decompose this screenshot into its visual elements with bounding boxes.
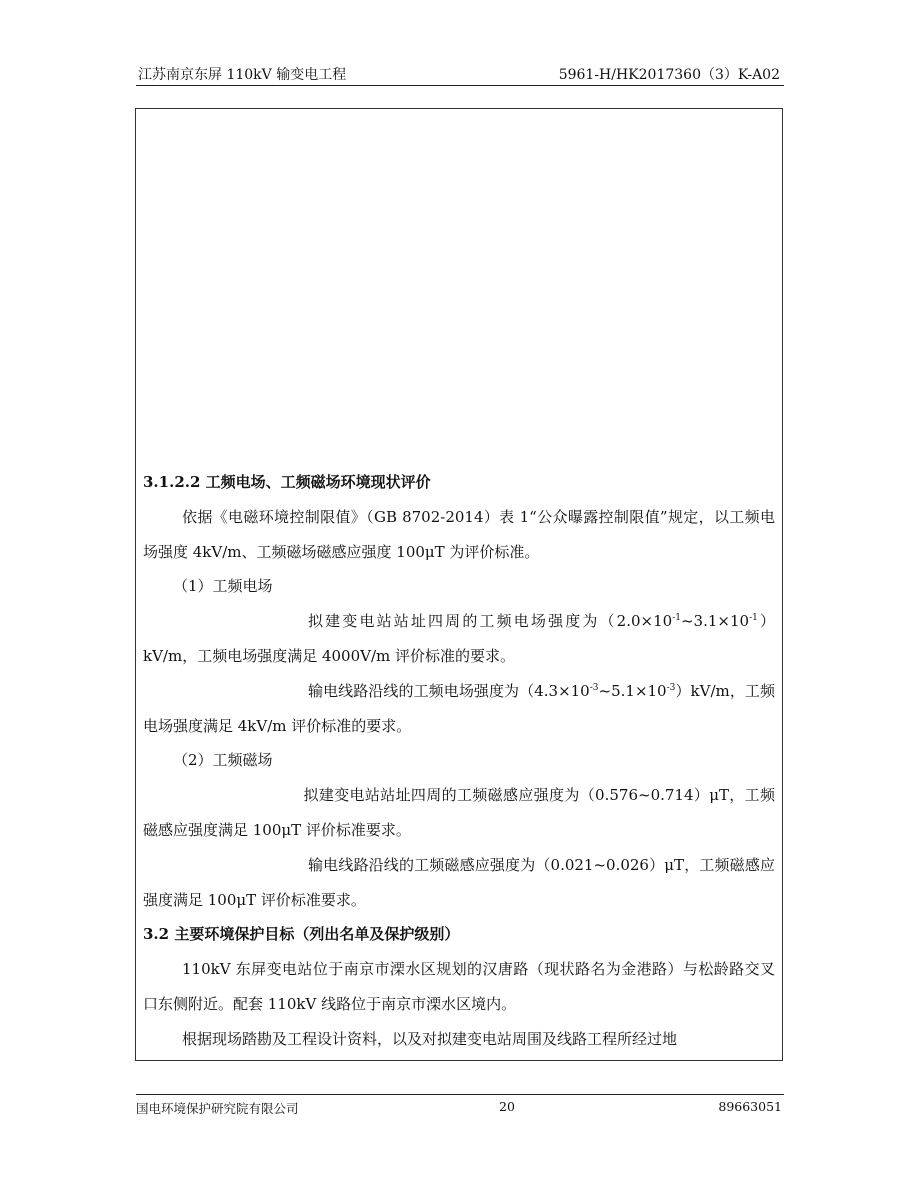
document-body [143,465,775,1057]
paragraph-substation-magnetic: 拟建变电站站址四周的工频磁感应强度为（0.576~0.714）μT，工频磁感应强度满足 100μT 评价标准要求。 [143,786,775,839]
footer-rule [136,1094,784,1095]
page-footer [136,1099,784,1117]
section-heading-32: 3.2 主要环境保护目标（列出名单及保护级别） [143,925,460,944]
header-rule [136,85,784,86]
header-doc-number: 5961-H/HK2017360（3）K-A02 [558,67,780,83]
footer-organization: 国电环境保护研究院有限公司 [136,1101,299,1116]
footer-phone: 89663051 [718,1099,782,1114]
header-title: 江苏南京东屏 110kV 输变电工程 [138,67,347,83]
paragraph-line-magnetic: 输电线路沿线的工频磁感应强度为（0.021~0.026）μT，工频磁感应强度满足 100μT 评价标准要求。 [143,855,775,909]
section-heading-3122: 3.1.2.2 工频电场、工频磁场环境现状评价 [143,473,431,491]
paragraph-standard: 依据《电磁环境控制限值》（GB 8702-2014）表 1“公众曝露控制限值”规定，以工频电场强度 4kV/m、工频磁场磁感应强度 100μT 为评价标准。 [143,507,775,561]
subheading-magnetic-field: （2）工频磁场 [173,751,273,770]
paragraph-substation-electric: 拟建变电站站址四周的工频电场强度为$(2.0\times 10^{-1}\sim 3.1\times 10^{-1})kV/m$，工频电场强度满足 4000V/m 评价标准的要求。 [143,612,775,665]
subheading-electric-field: （1）工频电场 [173,577,273,596]
paragraph-line-electric: 输电线路沿线的工频电场强度为$(4.3\times 10^{-3}\sim 5.1\times 10^{-3})kV/m$，工频电场强度满足 4kV/m 评价标准的要求。 [143,681,775,735]
paragraph-location: 110kV 东屏变电站位于南京市溧水区规划的汉唐路（现状路名为金港路）与松龄路交叉口东侧附近。配套 110kV 线路位于南京市溧水区境内。 [143,960,775,1013]
page-header [136,64,784,84]
page-number: 20 [499,1099,515,1114]
paragraph-survey: 根据现场踏勘及工程设计资料，以及对拟建变电站周围及线路工程所经过地 [182,1029,678,1048]
